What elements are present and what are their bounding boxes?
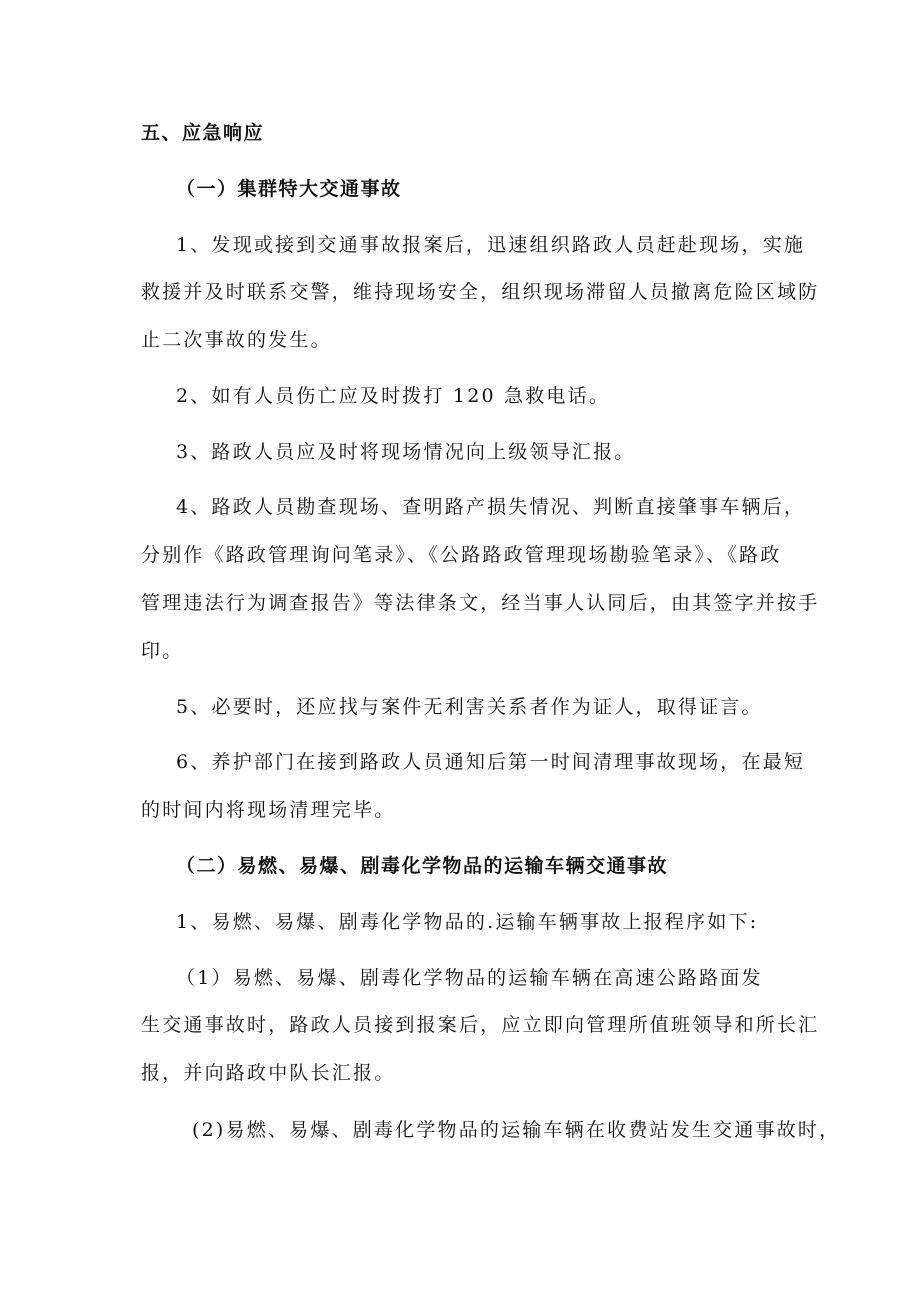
paragraph-line: 1、发现或接到交通事故报案后，迅速组织路政人员赶赴现场，实施 bbox=[176, 234, 806, 256]
paragraph-line: 止二次事故的发生。 bbox=[141, 329, 332, 351]
subsection-title-2: （二）易燃、易爆、剧毒化学物品的运输车辆交通事故 bbox=[176, 855, 669, 877]
paragraph-line: 2、如有人员伤亡应及时拨打 120 急救电话。 bbox=[176, 385, 611, 407]
paragraph-line: 1、易燃、易爆、剧毒化学物品的.运输车辆事故上报程序如下: bbox=[176, 911, 759, 933]
paragraph-line: 管理违法行为调查报告》等法律条文，经当事人认同后，由其签字并按手 bbox=[141, 592, 820, 614]
paragraph-line: 印。 bbox=[141, 640, 184, 662]
subsection-title-1: （一）集群特大交通事故 bbox=[176, 178, 402, 200]
paragraph-line: 的时间内将现场清理完毕。 bbox=[141, 799, 396, 821]
paragraph-line: 5、必要时，还应找与案件无利害关系者作为证人，取得证言。 bbox=[176, 696, 763, 718]
paragraph-line: 救援并及时联系交警，维持现场安全，组织现场滞留人员撤离危险区域防 bbox=[141, 281, 820, 303]
paragraph-line: 报，并向路政中队长汇报。 bbox=[141, 1062, 396, 1084]
paragraph-line: 4、路政人员勘查现场、查明路产损失情况、判断直接肇事车辆后， bbox=[176, 496, 806, 518]
paragraph-line: 分别作《路政管理询问笔录》、《公路路政管理现场勘验笔录》、《路政 bbox=[141, 544, 782, 566]
paragraph-line: 3、路政人员应及时将现场情况向上级领导汇报。 bbox=[176, 441, 636, 463]
paragraph-line: （1）易燃、易爆、剧毒化学物品的运输车辆在高速公路路面发 bbox=[176, 967, 763, 989]
paragraph-line: 6、养护部门在接到路政人员通知后第一时间清理事故现场，在最短 bbox=[176, 751, 806, 773]
section-title: 五、应急响应 bbox=[141, 122, 265, 144]
paragraph-line: 生交通事故时，路政人员接到报案后，应立即向管理所值班领导和所长汇 bbox=[141, 1014, 820, 1036]
paragraph-line: (2)易燃、易爆、剧毒化学物品的运输车辆在收费站发生交通事故时， bbox=[192, 1119, 841, 1141]
